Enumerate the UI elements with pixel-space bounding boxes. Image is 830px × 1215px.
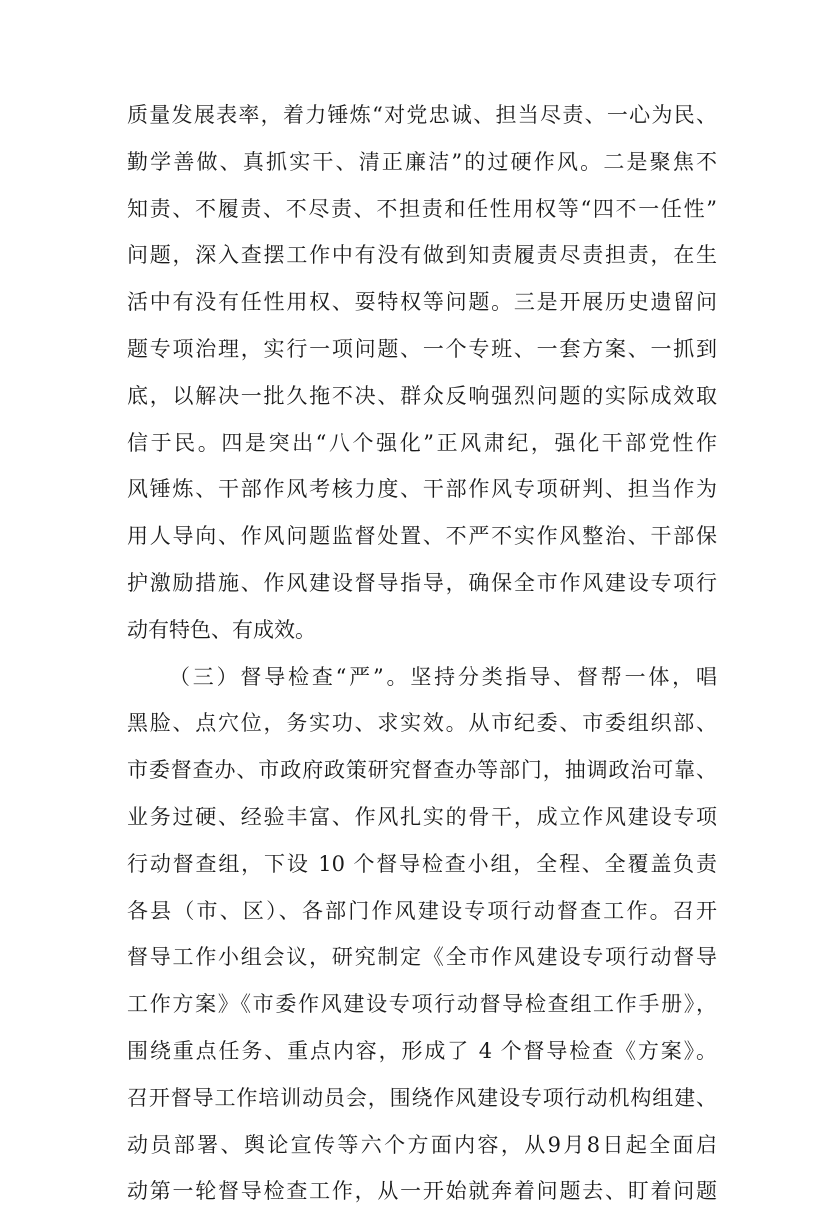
text-line: 行动督查组，下设 10 个督导检查小组，全程、全覆盖负责 xyxy=(127,851,717,876)
text-line: 问题，深入查摆工作中有没有做到知责履责尽责担责，在生 xyxy=(127,243,717,268)
text-line: 活中有没有任性用权、耍特权等问题。三是开展历史遗留问 xyxy=(127,290,717,315)
text-line: 黑脸、点穴位，务实功、求实效。从市纪委、市委组织部、 xyxy=(127,711,717,736)
section-heading-line: （三）督导检查“严”。坚持分类指导、督帮一体，唱 xyxy=(169,664,717,689)
text-line: 风锤炼、干部作风考核力度、干部作风专项研判、担当作为 xyxy=(127,477,717,502)
text-line: 护激励措施、作风建设督导指导，确保全市作风建设专项行 xyxy=(127,570,717,595)
text-line: 动第一轮督导检查工作，从一开始就奔着问题去、盯着问题 xyxy=(127,1179,717,1204)
text-line: 信于民。四是突出“八个强化”正风肃纪，强化干部党性作 xyxy=(127,430,717,455)
text-line: 勤学善做、真抓实干、清正廉洁”的过硬作风。二是聚焦不 xyxy=(127,149,717,174)
text-line: 市委督查办、市政府政策研究督查办等部门，抽调政治可靠、 xyxy=(127,758,717,783)
text-line: 围绕重点任务、重点内容，形成了 4 个督导检查《方案》。 xyxy=(127,1038,717,1063)
text-line: 督导工作小组会议，研究制定《全市作风建设专项行动督导 xyxy=(127,945,717,970)
text-line: 各县（市、区）、各部门作风建设专项行动督查工作。召开 xyxy=(127,898,717,923)
text-line: 业务过硬、经验丰富、作风扎实的骨干，成立作风建设专项 xyxy=(127,804,717,829)
text-line: 动员部署、舆论宣传等六个方面内容，从9月8日起全面启 xyxy=(127,1132,717,1157)
text-line: 用人导向、作风问题监督处置、不严不实作风整治、干部保 xyxy=(127,524,717,549)
text-line: 工作方案》《市委作风建设专项行动督导检查组工作手册》， xyxy=(127,992,717,1017)
text-line: 召开督导工作培训动员会，围绕作风建设专项行动机构组建、 xyxy=(127,1085,717,1110)
paragraph-end-line: 动有特色、有成效。 xyxy=(127,617,316,642)
body-text xyxy=(127,92,717,1215)
text-line: 题专项治理，实行一项问题、一个专班、一套方案、一抓到 xyxy=(127,336,717,361)
text-line: 底，以解决一批久拖不决、群众反响强烈问题的实际成效取 xyxy=(127,383,717,408)
text-line: 质量发展表率，着力锤炼“对党忠诚、担当尽责、一心为民、 xyxy=(127,103,717,127)
text-line: 知责、不履责、不尽责、不担责和任性用权等“四不一任性” xyxy=(127,196,717,221)
